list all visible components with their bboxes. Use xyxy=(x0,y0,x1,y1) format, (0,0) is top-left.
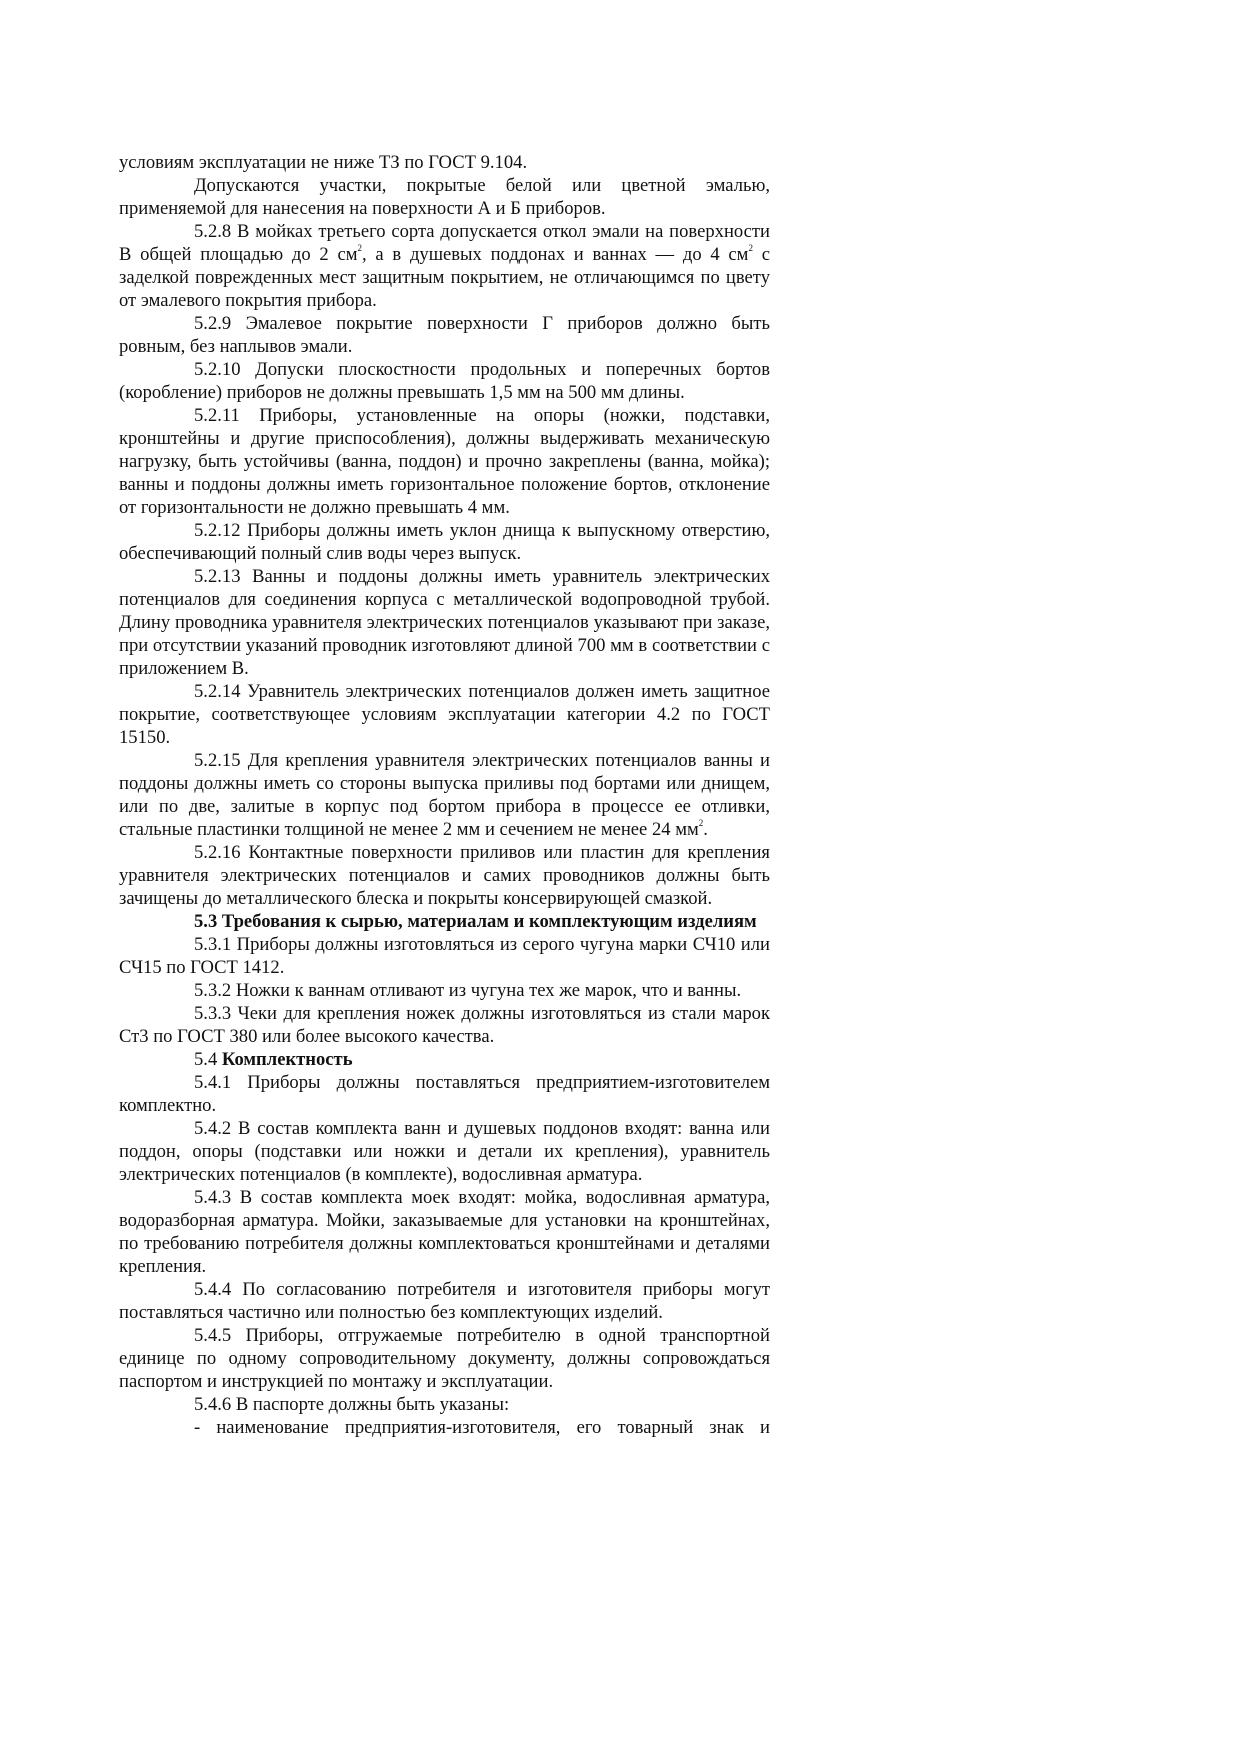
paragraph-5-2-8 xyxy=(119,220,770,312)
superscript: 2 xyxy=(698,817,704,828)
paragraph: 5.4.5 Приборы, отгружаемые потребителю в одной транспортной единице по одному сопроводительному документу, должны сопровождаться паспортом и инструкцией по монтажу и эксплуатации. xyxy=(119,1325,770,1392)
paragraph: 5.3.1 Приборы должны изготовляться из серого чугуна марки СЧ10 или СЧ15 по ГОСТ 1412. xyxy=(119,934,770,978)
section-heading-5-4 xyxy=(119,1048,770,1071)
text-span: 5.2.15 Для крепления уравнителя электрических потенциалов ванны и поддоны должны иметь со стороны выпуска приливы под бортами или днищем, или по две, залитые в корпус под бортом прибора в процессе ее отливки, стальные пластинки толщиной не менее 2 мм и сечением не менее 24 мм xyxy=(119,750,770,840)
paragraph: 5.2.10 Допуски плоскостности продольных и поперечных бортов (коробление) приборов не должны превышать 1,5 мм на 500 мм длины. xyxy=(119,359,770,403)
paragraph: 5.3.2 Ножки к ваннам отливают из чугуна тех же марок, что и ванны. xyxy=(194,980,742,1001)
text-span: , а в душевых поддонах и ваннах — до 4 см xyxy=(361,244,749,265)
paragraph: 5.2.13 Ванны и поддоны должны иметь уравнитель электрических потенциалов для соединения корпуса с металлической водопроводной трубой. Длину проводника уравнителя электрических потенциалов указывают при заказе, при отсутствии указаний проводник изготовляют длиной 700 мм в соответствии с приложением В. xyxy=(119,566,770,679)
paragraph: 5.2.14 Уравнитель электрических потенциалов должен иметь защитное покрытие, соответствующее условиям эксплуатации категории 4.2 по ГОСТ 15150. xyxy=(119,681,770,748)
paragraph: 5.2.11 Приборы, установленные на опоры (ножки, подставки, кронштейны и другие приспособления), должны выдерживать механическую нагрузку, быть устойчивы (ванна, поддон) и прочно закреплены (ванна, мойка); ванны и поддоны должны иметь горизонтальное положение бортов, отклонение от горизонтальности не должно превышать 4 мм. xyxy=(119,405,770,518)
paragraph: 5.4.4 По согласованию потребителя и изготовителя приборы могут поставляться частично или полностью без комплектующих изделий. xyxy=(119,1279,770,1323)
section-number: 5.4 xyxy=(194,1049,222,1070)
paragraph: 5.3.3 Чеки для крепления ножек должны изготовляться из стали марок Ст3 по ГОСТ 380 или более высокого качества. xyxy=(119,1003,770,1047)
paragraph: 5.4.6 В паспорте должны быть указаны: xyxy=(194,1394,510,1415)
text-span: . xyxy=(703,819,708,840)
paragraph: 5.2.16 Контактные поверхности приливов или пластин для крепления уравнителя электрических потенциалов и самих проводников должны быть зачищены до металлического блеска и покрыты консервирующей смазкой. xyxy=(119,842,770,909)
document-page xyxy=(119,151,770,1439)
paragraph: 5.4.2 В состав комплекта ванн и душевых поддонов входят: ванна или поддон, опоры (подставки или ножки и детали их крепления), уравнитель электрических потенциалов (в комплекте), водосливная арматура. xyxy=(119,1118,770,1185)
list-item: - наименование предприятия-изготовителя, его товарный знак и xyxy=(194,1417,770,1438)
superscript: 2 xyxy=(748,242,753,253)
paragraph: условиям эксплуатации не ниже ТЗ по ГОСТ 9.104. xyxy=(119,152,528,173)
paragraph: 5.2.12 Приборы должны иметь уклон днища к выпускному отверстию, обеспечивающий полный слив воды через выпуск. xyxy=(119,520,770,564)
paragraph-5-2-15 xyxy=(119,749,770,841)
paragraph: 5.4.1 Приборы должны поставляться предприятием-изготовителем комплектно. xyxy=(119,1072,770,1116)
text-span: 5.2.8 В мойках третьего сорта допускается откол эмали на поверхности В общей площадью до 2 см xyxy=(119,221,770,265)
superscript: 2 xyxy=(357,242,362,253)
paragraph: 5.4.3 В состав комплекта моек входят: мойка, водосливная арматура, водоразборная арматура. Мойки, заказываемые для установки на кронштейнах, по требованию потребителя должны комплектоваться кронштейнами и деталями крепления. xyxy=(119,1187,770,1277)
paragraph: Допускаются участки, покрытые белой или цветной эмалью, применяемой для нанесения на поверхности А и Б приборов. xyxy=(119,175,770,219)
section-heading-5-3: 5.3 Требования к сырью, материалам и комплектующим изделиям xyxy=(194,911,757,932)
paragraph: 5.2.9 Эмалевое покрытие поверхности Г приборов должно быть ровным, без наплывов эмали. xyxy=(119,313,770,357)
text-span: с заделкой поврежденных мест защитным покрытием, не отличающимся по цвету от эмалевого покрытия прибора. xyxy=(119,244,770,311)
section-title: Комплектность xyxy=(221,1049,353,1070)
